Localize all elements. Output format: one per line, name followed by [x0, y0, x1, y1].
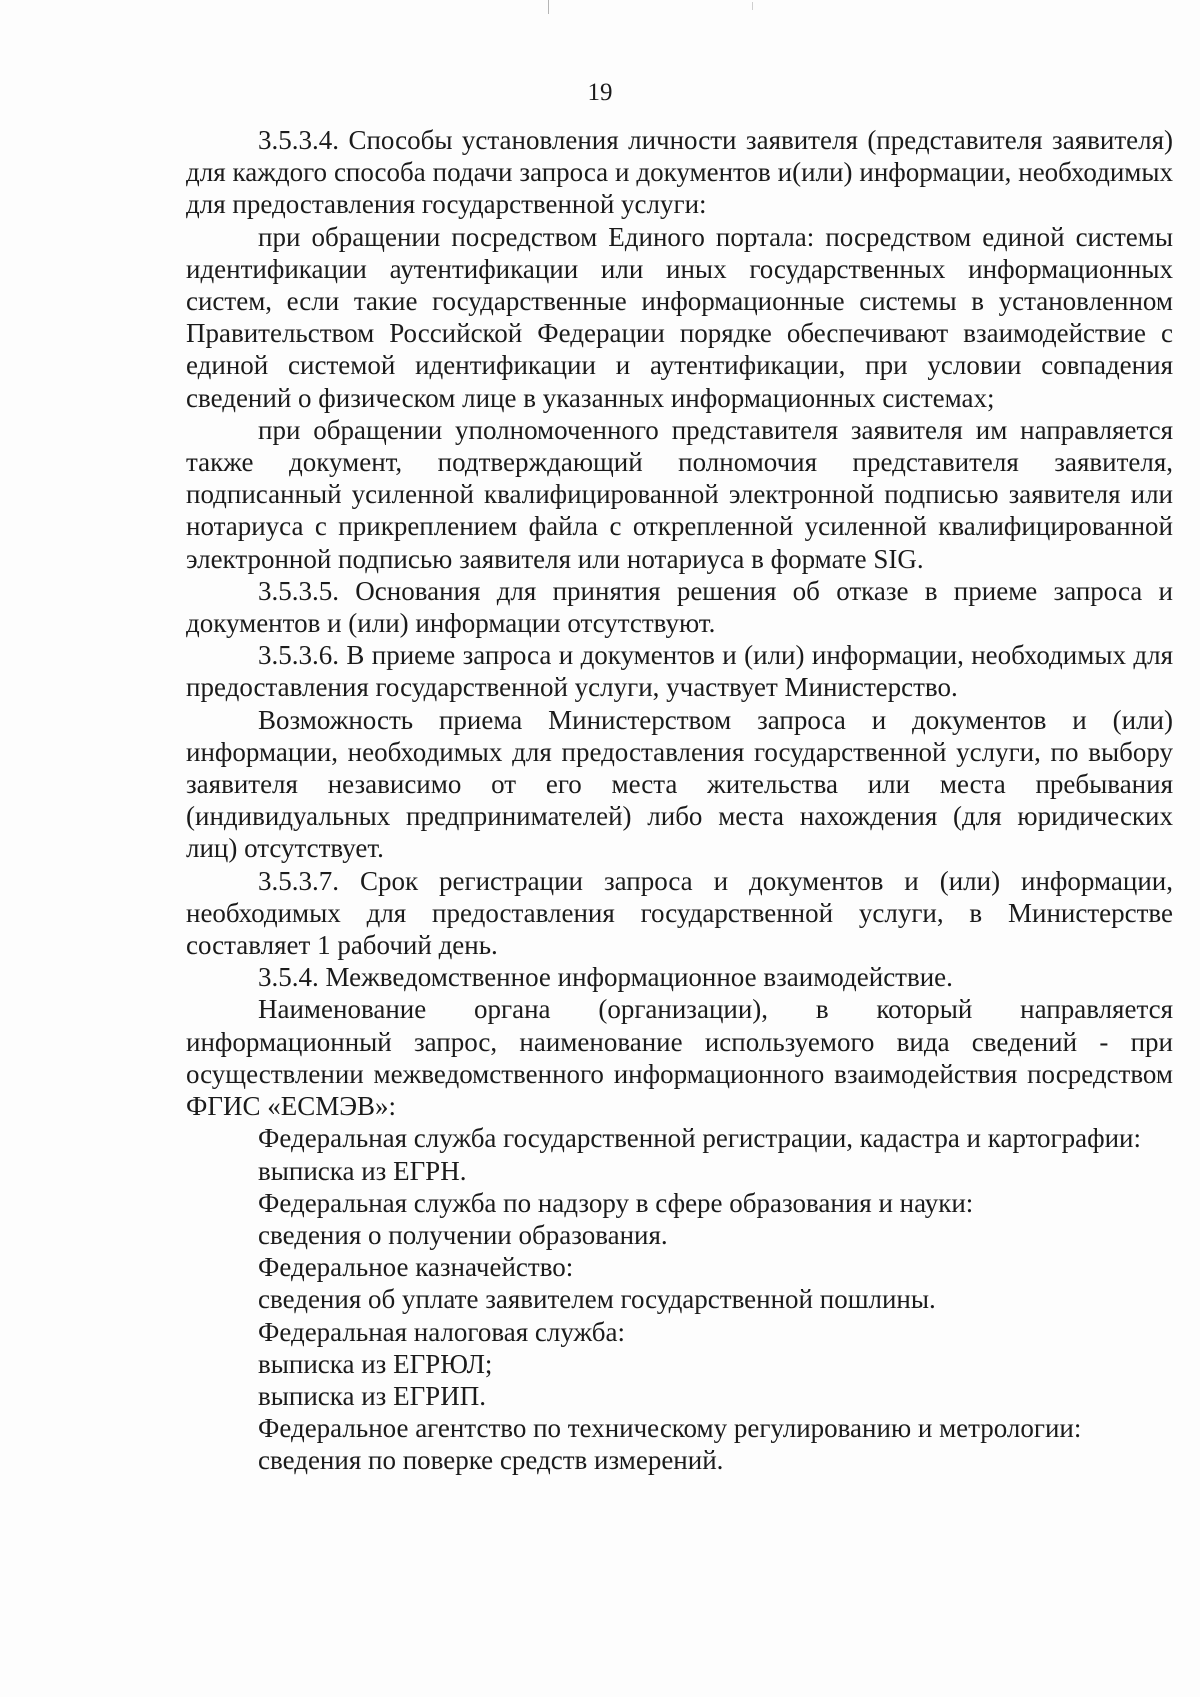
paragraph-3-5-3-4: 3.5.3.4. Способы установления личности заявителя (представителя заявителя) для каждого способа подачи запроса и документов и(или) информации, необходимых для предоставления государственной услуги:	[186, 125, 1173, 220]
list-line: выписка из ЕГРИП.	[258, 1380, 486, 1411]
scan-artifact	[548, 0, 549, 14]
list-line: сведения о получении образования.	[258, 1219, 668, 1250]
paragraph-rosreestr: Федеральная служба государственной регистрации, кадастра и картографии:	[258, 1123, 1141, 1154]
paragraph-3-5-3-7: 3.5.3.7. Срок регистрации запроса и документов и (или) информации, необходимых для предоставления государственной услуги, в Министерстве составляет 1 рабочий день.	[186, 865, 1173, 961]
list-line: сведения по поверке средств измерений.	[258, 1445, 724, 1476]
list-line: Федеральная налоговая служба:	[258, 1316, 626, 1347]
paragraph-authorized-representative: при обращении уполномоченного представителя заявителя им направляется также документ, подтверждающий полномочия представителя заявителя, подписанный усиленной квалифицированной электронной подписью заявителя или нотариуса с прикреплением файла с открепленной усиленной квалифицированной электронной подписью заявителя или нотариуса в формате SIG.	[186, 414, 1173, 574]
list-line: Федеральная служба по надзору в сфере образования и науки:	[258, 1187, 974, 1218]
scan-artifact	[752, 2, 753, 10]
paragraph-3-5-4: 3.5.4. Межведомственное информационное взаимодействие.	[258, 962, 953, 993]
paragraph-reception-possibility: Возможность приема Министерством запроса и документов и (или) информации, необходимых для предоставления государственной услуги, по выбору заявителя независимо от его места жительства или места пребывания (индивидуальных предпринимателей) либо места нахождения (для юридических лиц) отсутствует.	[186, 704, 1173, 864]
page-number: 19	[587, 79, 613, 106]
list-line: выписка из ЕГРН.	[258, 1155, 467, 1186]
list-line: сведения об уплате заявителем государственной пошлины.	[258, 1284, 936, 1315]
paragraph-3-5-3-6: 3.5.3.6. В приеме запроса и документов и (или) информации, необходимых для предоставления государственной услуги, участвует Министерство.	[186, 640, 1173, 703]
list-line: Федеральное агентство по техническому регулированию и метрологии:	[258, 1413, 1082, 1444]
paragraph-single-portal: при обращении посредством Единого портала: посредством единой системы идентификации аутентификации или иных государственных информационных систем, если такие государственные информационные системы в установленном Правительством Российской Федерации порядке обеспечивают взаимодействие с единой системой идентификации и аутентификации, при условии совпадения сведений о физическом лице в указанных информационных системах;	[186, 221, 1173, 413]
paragraph-3-5-3-5: 3.5.3.5. Основания для принятия решения об отказе в приеме запроса и документов и (или) информации отсутствуют.	[186, 575, 1173, 639]
list-line: Федеральное казначейство:	[258, 1252, 574, 1283]
paragraph-organ-name: Наименование органа (организации), в который направляется информационный запрос, наименование используемого вида сведений - при осуществлении межведомственного информационного взаимодействия посредством ФГИС «ЕСМЭВ»:	[186, 994, 1173, 1122]
document-body	[186, 124, 1173, 1477]
list-line: выписка из ЕГРЮЛ;	[258, 1348, 493, 1379]
